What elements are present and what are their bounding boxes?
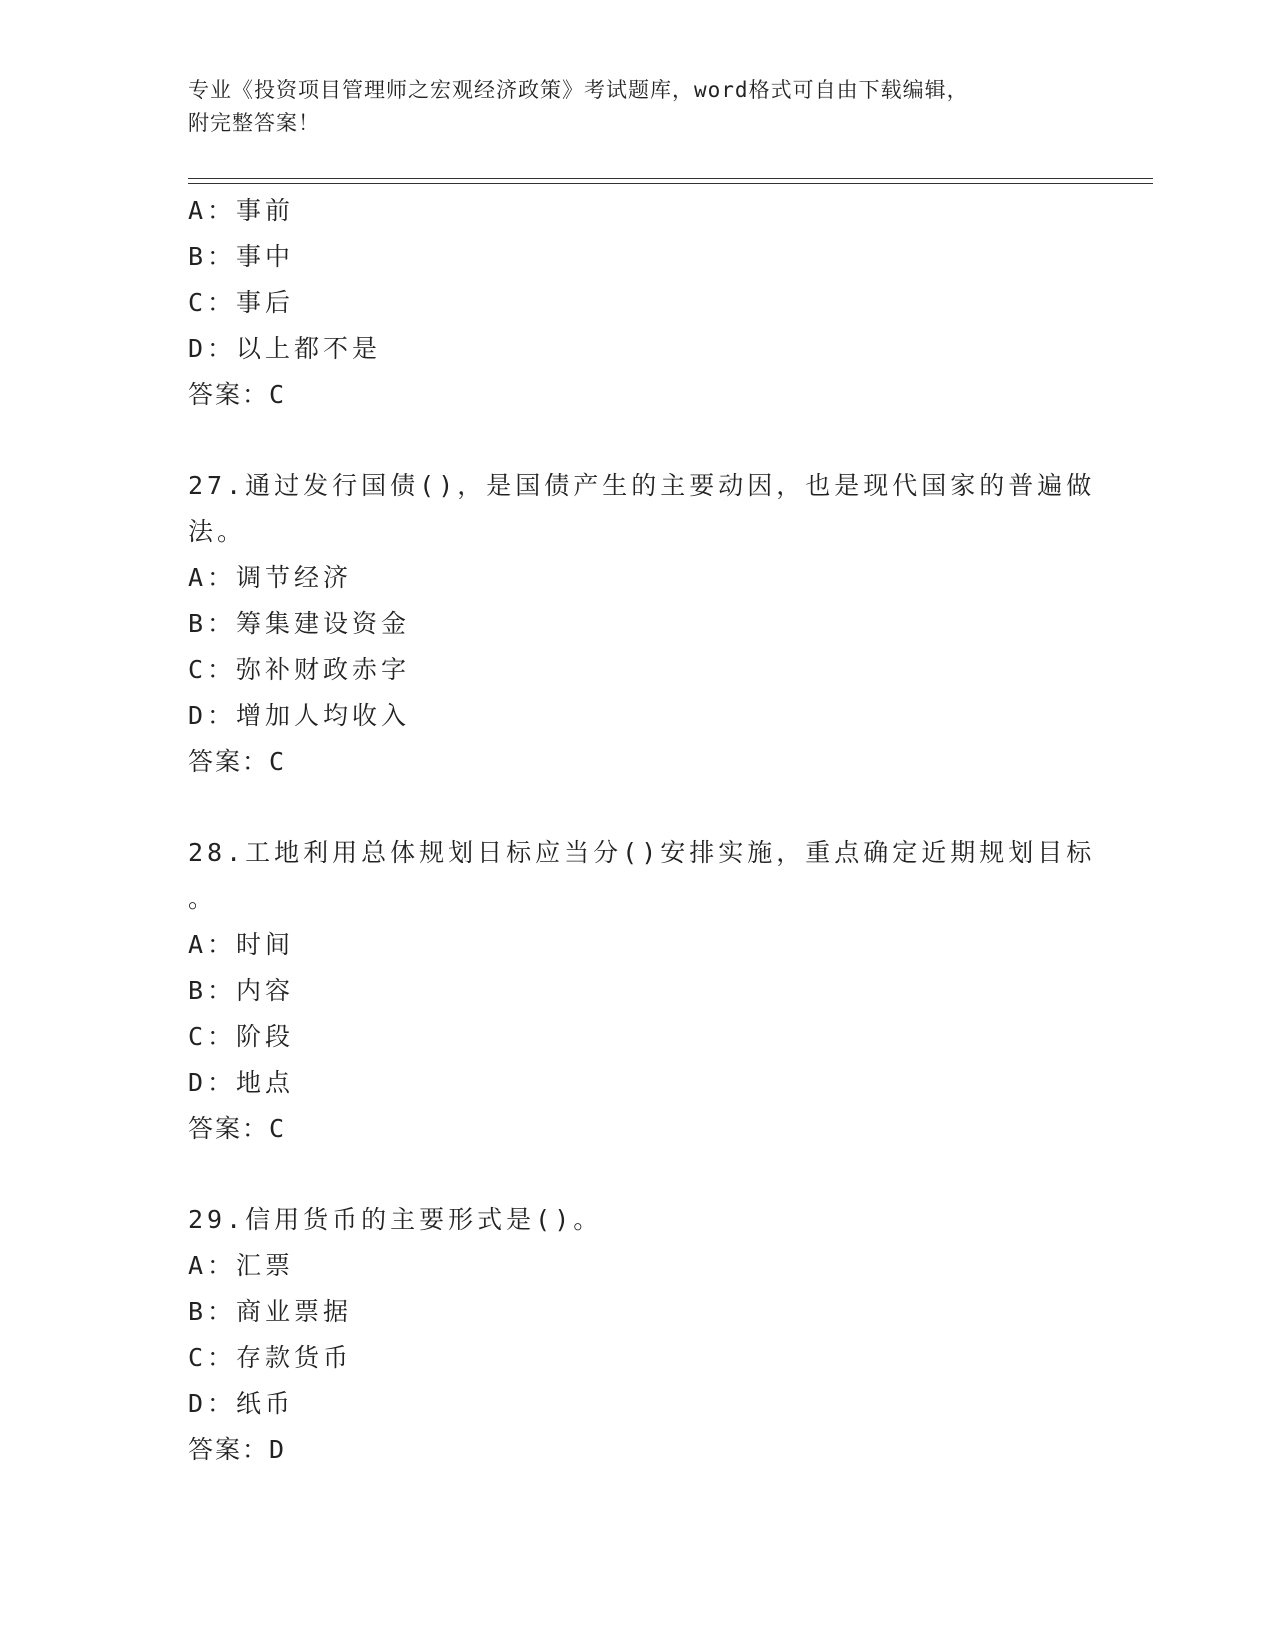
document-header [188,74,1068,140]
spacer [188,1152,1088,1197]
option-d: D：纸币 [188,1389,295,1418]
option-a: A：时间 [188,930,295,959]
question-stem-line-1: 29.信用货币的主要形式是()。 [188,1205,603,1234]
option-c: C：弥补财政赤字 [188,655,411,684]
option-c: C：存款货币 [188,1343,353,1372]
option-b: B：事中 [188,242,295,271]
option-c: C：阶段 [188,1022,295,1051]
answer: 答案：D [188,1435,287,1464]
option-a: A：事前 [188,196,295,225]
header-rule-top [188,178,1153,179]
header-rule-bottom [188,183,1153,184]
answer: 答案：C [188,1114,287,1143]
option-d: D：地点 [188,1068,295,1097]
option-b: B：内容 [188,976,295,1005]
answer: 答案：C [188,747,287,776]
question-stem-line-1: 27.通过发行国债()，是国债产生的主要动因，也是现代国家的普遍做 [188,471,1096,500]
answer: 答案：C [188,380,287,409]
question-stem-line-2: 。 [188,884,218,913]
option-a: A：调节经济 [188,563,353,592]
spacer [188,785,1088,830]
question-26 [188,188,1088,418]
question-27 [188,463,1096,785]
option-b: B：商业票据 [188,1297,353,1326]
question-28 [188,830,1096,1152]
option-d: D：以上都不是 [188,334,382,363]
option-d: D：增加人均收入 [188,701,411,730]
option-a: A：汇票 [188,1251,295,1280]
question-stem-line-2: 法。 [188,517,247,546]
question-29 [188,1197,1088,1473]
question-stem-line-1: 28.工地利用总体规划日标应当分()安排实施，重点确定近期规划目标 [188,838,1096,867]
question-list [188,188,1096,1473]
header-line-2: 附完整答案！ [188,111,320,135]
option-c: C：事后 [188,288,295,317]
spacer [188,418,1088,463]
option-b: B：筹集建设资金 [188,609,411,638]
header-line-1: 专业《投资项目管理师之宏观经济政策》考试题库，word格式可自由下载编辑， [188,78,969,102]
